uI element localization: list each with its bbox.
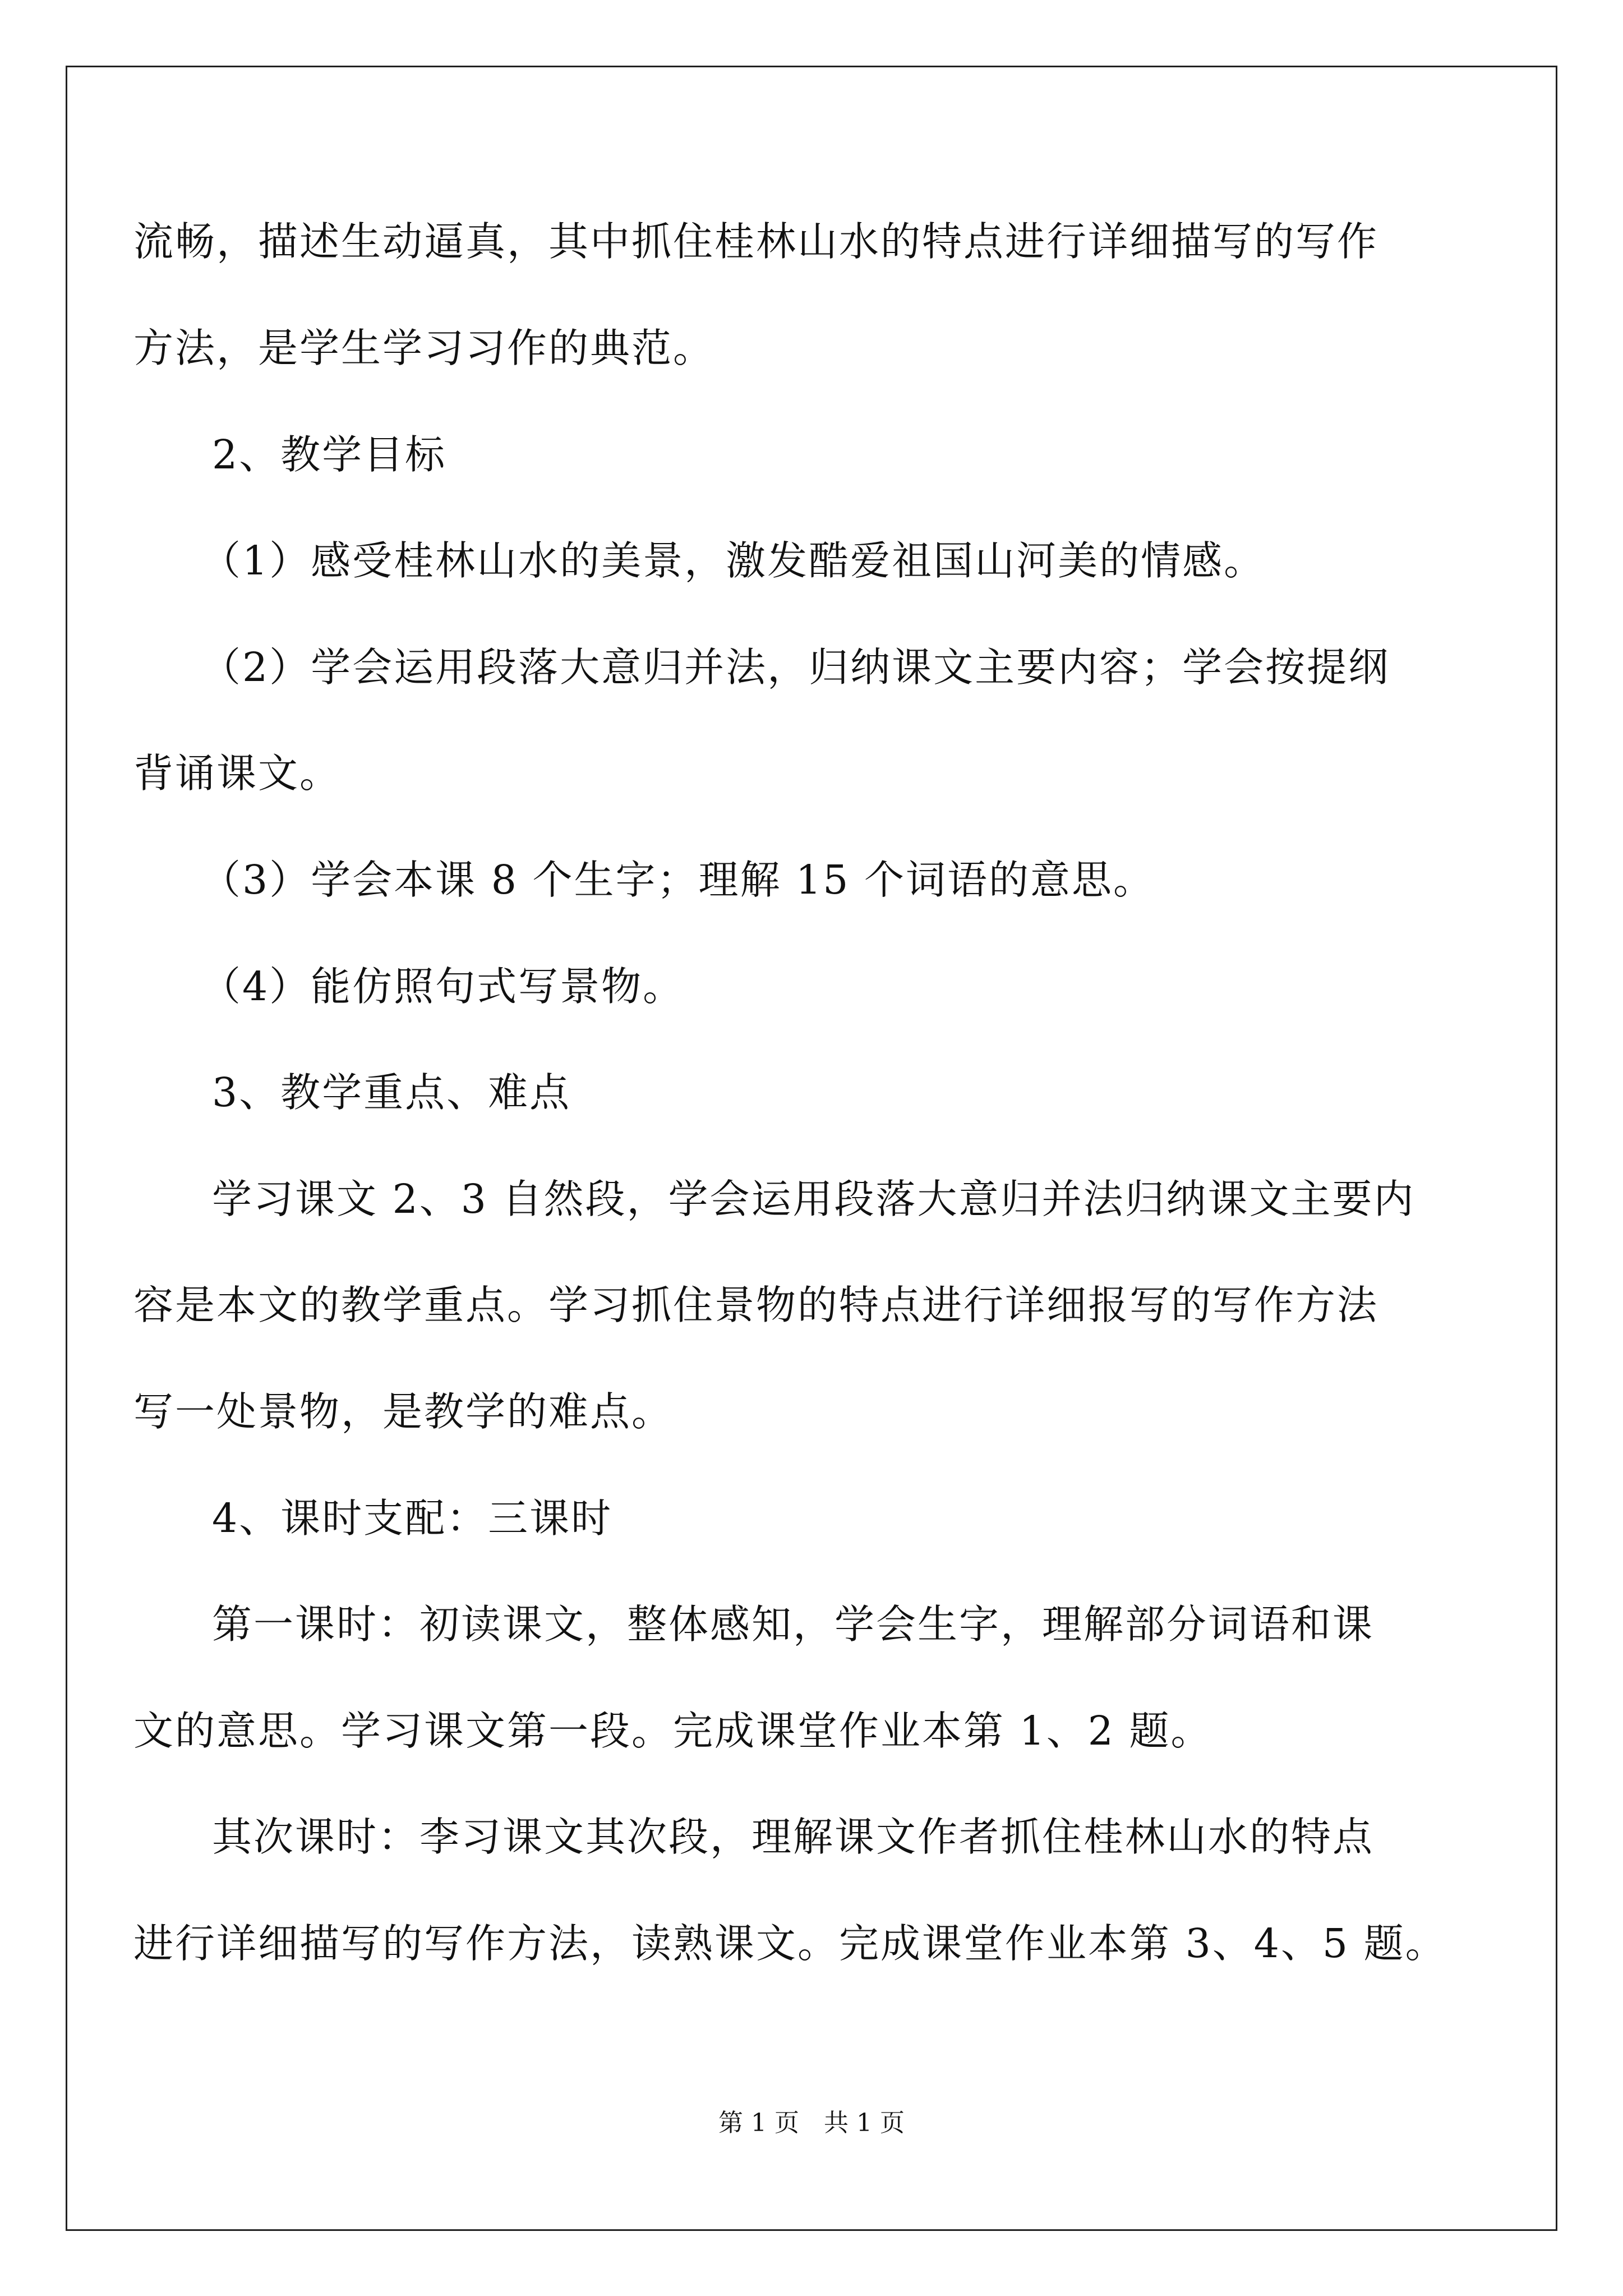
text-line: （2）学会运用段落大意归并法，归纳课文主要内容；学会按提纲 [201, 644, 1390, 691]
text-line: 文的意思。学习课文第一段。完成课堂作业本第 1、2 题。 [133, 1708, 1212, 1754]
text-line: 背诵课文。 [133, 750, 342, 797]
section-heading: 3、教学重点、难点 [212, 1069, 571, 1116]
page-number-footer: 第 1 页 共 1 页 [718, 2109, 905, 2137]
text-line: 进行详细描写的写作方法，读熟课文。完成课堂作业本第 3、4、5 题。 [133, 1920, 1447, 1967]
text-line: 方法，是学生学习习作的典范。 [133, 325, 715, 371]
text-line: 流畅，描述生动逼真，其中抓住桂林山水的特点进行详细描写的写作 [133, 218, 1379, 265]
section-heading: 2、教学目标 [212, 431, 447, 478]
text-line: 第一课时：初读课文，整体感知，学会生字，理解部分词语和课 [212, 1601, 1375, 1648]
text-line: 容是本文的教学重点。学习抓住景物的特点进行详细报写的写作方法 [133, 1282, 1379, 1328]
section-heading: 4、课时支配：三课时 [212, 1495, 613, 1542]
page-border [66, 66, 1557, 2231]
text-line: 其次课时：李习课文其次段，理解课文作者抓住桂林山水的特点 [212, 1814, 1375, 1860]
text-line: （1）感受桂林山水的美景，激发酷爱祖国山河美的情感。 [201, 537, 1266, 584]
text-line: 写一处景物，是教学的难点。 [133, 1388, 674, 1435]
text-line: （4）能仿照句式写景物。 [201, 963, 685, 1010]
text-line: （3）学会本课 8 个生字；理解 15 个词语的意思。 [201, 857, 1155, 903]
text-line: 学习课文 2、3 自然段，学会运用段落大意归并法归纳课文主要内 [212, 1176, 1415, 1222]
